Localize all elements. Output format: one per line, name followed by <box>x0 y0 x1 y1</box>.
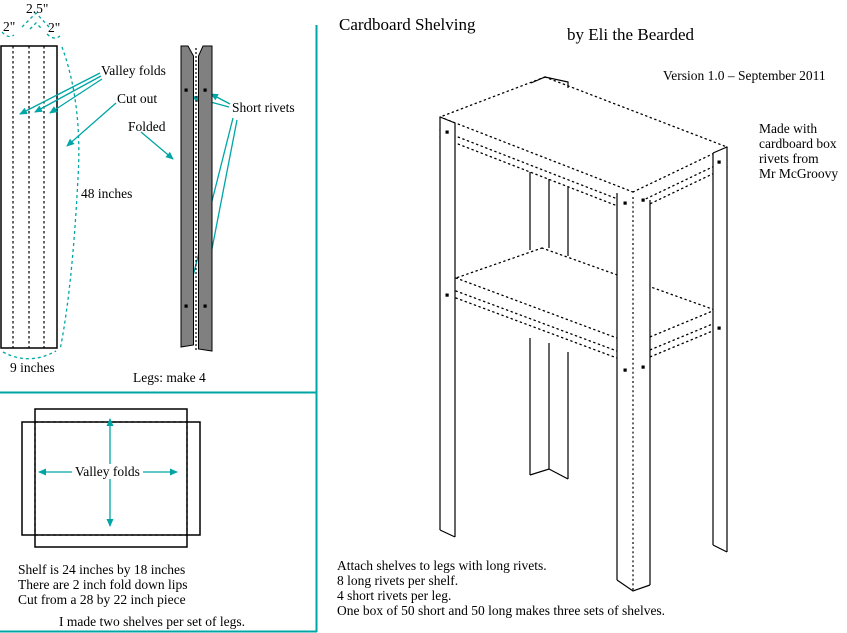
credit-line: cardboard box <box>759 136 837 151</box>
middle-shelf <box>456 248 715 364</box>
rivet-dot <box>624 202 627 205</box>
width-brace-2-5-inner <box>30 23 42 29</box>
isometric-shelving-drawing <box>440 77 727 591</box>
rivet-dot <box>446 131 449 134</box>
page-title: Cardboard Shelving <box>339 15 476 34</box>
rivet-dot <box>624 369 627 372</box>
assembly-note-3: 4 short rivets per leg. <box>337 588 452 603</box>
flat-leg-pattern <box>1 46 57 348</box>
rivet-dot <box>718 327 721 330</box>
short-rivets-label: Short rivets <box>232 100 295 115</box>
rivet-dot <box>204 305 207 308</box>
dim-2-left-label: 2" <box>3 19 16 34</box>
rivet-dot <box>185 305 188 308</box>
rivet-dot <box>185 89 188 92</box>
rivet-dot <box>204 89 207 92</box>
shelf-caption: I made two shelves per set of legs. <box>59 614 245 629</box>
shelf-note-3: Cut from a 28 by 22 inch piece <box>18 592 186 607</box>
front-leg <box>617 193 650 591</box>
cut-out-label: Cut out <box>117 91 158 106</box>
width-9-label: 9 inches <box>10 360 55 375</box>
height-48-label: 48 inches <box>81 186 133 201</box>
rivet-dot <box>718 161 721 164</box>
rivet-dot <box>446 294 449 297</box>
folded-arrow <box>141 132 173 159</box>
shelf-note-1: Shelf is 24 inches by 18 inches <box>18 562 186 577</box>
cut-out-arrow <box>67 103 116 146</box>
byline: by Eli the Bearded <box>567 25 694 44</box>
dim-2-right-label: 2" <box>48 20 61 35</box>
assembly-note-2: 8 long rivets per shelf. <box>337 573 459 588</box>
dim-2-5-label: 2.5" <box>26 1 49 16</box>
folded-label: Folded <box>128 119 166 134</box>
folded-leg-drawing <box>181 46 212 351</box>
back-leg <box>530 77 568 479</box>
credit-line: Mr McGroovy <box>759 166 839 181</box>
shelf-note-2: There are 2 inch fold down lips <box>18 577 188 592</box>
credit-line: Made with <box>759 121 818 136</box>
back-leg-bottom <box>530 469 568 479</box>
rivet-dot <box>642 199 645 202</box>
rivet-dot <box>642 366 645 369</box>
legs-make-4-caption: Legs: make 4 <box>133 370 206 385</box>
width-brace-9 <box>3 351 56 359</box>
shelf-valley-folds-label: Valley folds <box>72 464 143 479</box>
assembly-note-1: Attach shelves to legs with long rivets. <box>337 558 547 573</box>
credit-line: rivets from <box>759 151 819 166</box>
assembly-note-4: One box of 50 short and 50 long makes three sets of shelves. <box>337 603 666 618</box>
credit-block <box>759 121 838 181</box>
right-leg <box>713 147 727 552</box>
left-leg <box>440 117 455 537</box>
top-shelf <box>440 77 727 212</box>
valley-folds-label: Valley folds <box>101 63 166 78</box>
version-label: Version 1.0 – September 2011 <box>663 68 826 83</box>
